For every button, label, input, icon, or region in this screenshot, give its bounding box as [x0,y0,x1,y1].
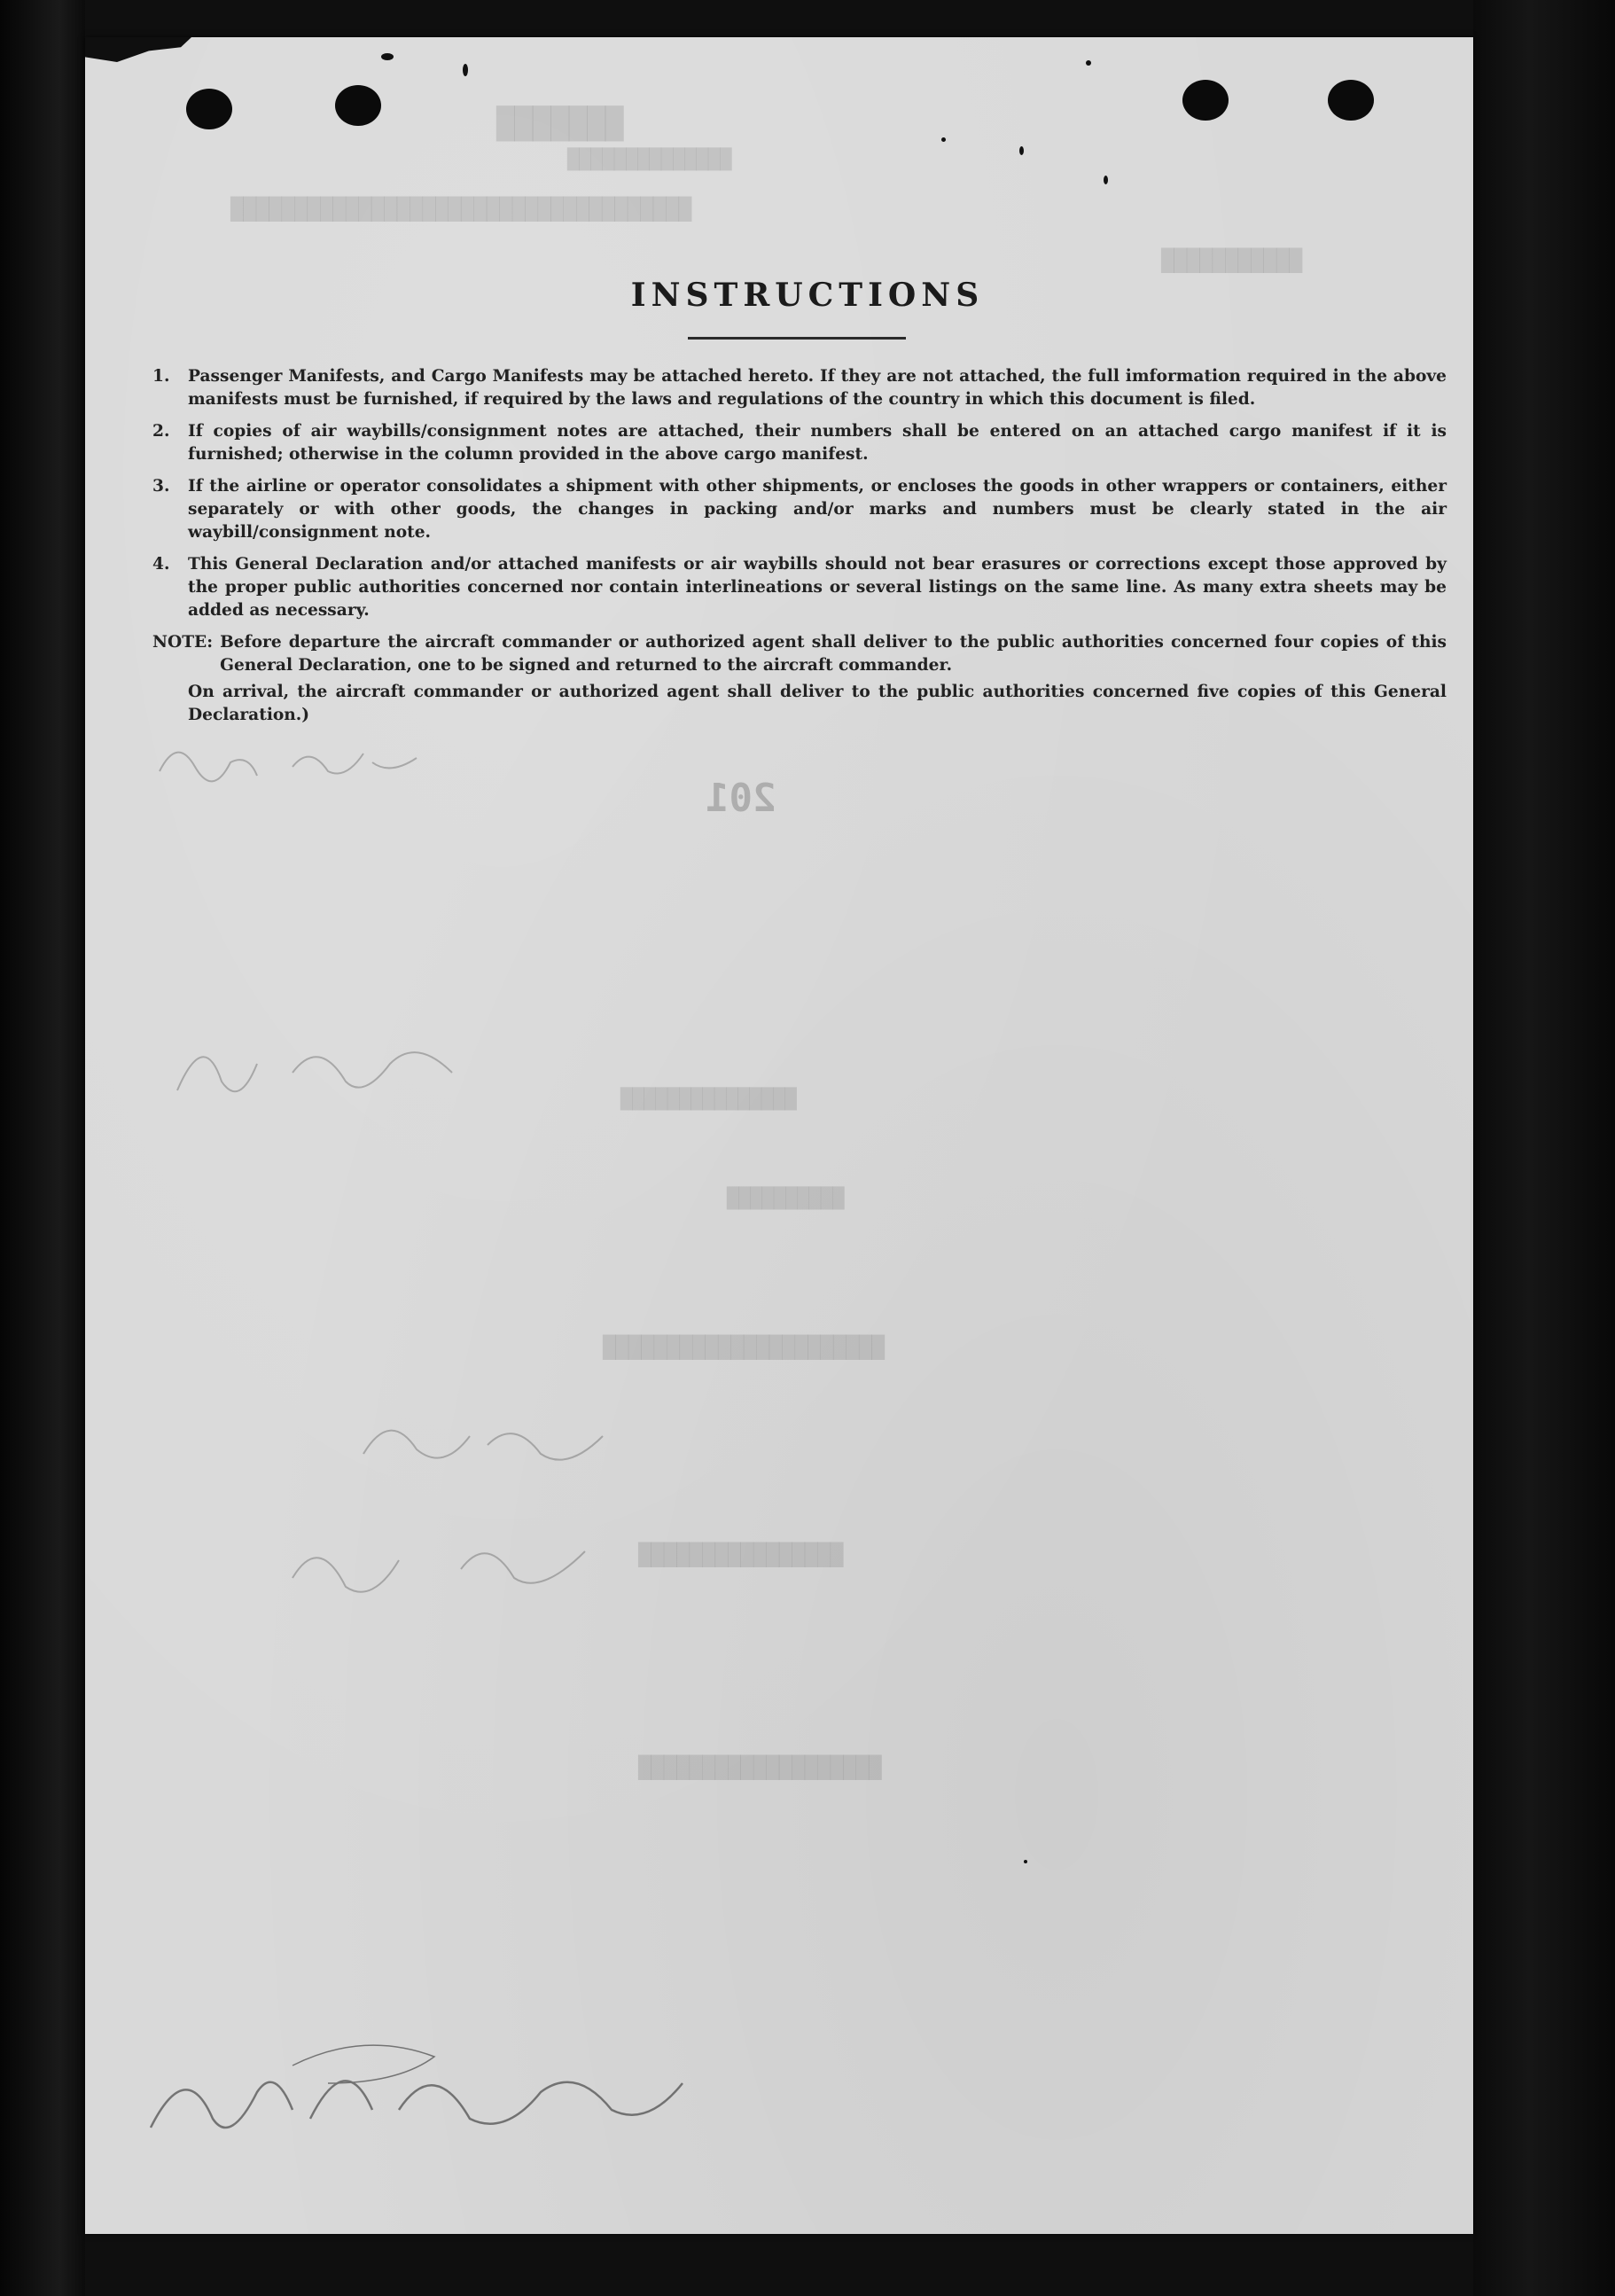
note-label: NOTE: [152,633,214,652]
speck [1104,176,1108,184]
handwriting-mark [284,1516,603,1613]
handwriting-mark [355,1401,620,1480]
item-text: This General Declaration and/or attached manifests or air waybills should not bear erasures or corrections except those approved by the proper public authorities concerned nor contain interlineations or several listings on the same line. As many extra sheets may be added as necessary. [188,555,1447,620]
bleed-through-text: ██████████████ [567,149,732,171]
bleed-through-text: ███████ [496,106,624,142]
item-text: Passenger Manifests, and Cargo Manifests may be attached hereto. If they are not attached, the full imformation required in the above manifests must be furnished, if required by the laws and regulations of the country in which this document is filed. [188,367,1447,409]
speck [1086,60,1091,66]
item-text: If the airline or operator consolidates a shipment with other shipments, or encloses the goods in other wrappers or containers, either separately or with other goods, the changes in packing and/or marks and numbers must be clearly stated in the air waybill/consignment note. [188,477,1447,542]
bleed-through-text: ███████████████████ [638,1755,882,1780]
instructions-heading: INSTRUCTIONS [630,277,985,314]
instructions-list [152,365,1447,727]
item-number: 4. [152,555,170,574]
bleed-through-number: 201 [706,776,776,821]
bleed-through-text: ████████████████████████████████████ [230,197,692,222]
punch-hole-2 [335,85,381,126]
instruction-item-3 [152,475,1447,544]
punch-hole-3 [1182,80,1229,121]
item-text: If copies of air waybills/consignment notes are attached, their numbers shall be entered on an attached cargo manifest if it is furnished; otherwise in the column provided in the above cargo manifest. [188,422,1447,464]
speck [463,64,468,76]
punch-hole-4 [1328,80,1374,121]
item-number: 3. [152,477,170,496]
speck [1024,1860,1027,1863]
instruction-item-1 [152,365,1447,411]
scan-border-left [0,0,85,2296]
note-text: Before departure the aircraft commander or authorized agent shall deliver to the public authorities concerned four copies of this General Declaration, one to be signed and returned to the aircraft commander. [220,633,1447,675]
instruction-item-2 [152,420,1447,466]
scan-border-right [1473,0,1615,2296]
speck [1019,146,1024,155]
punch-hole-1 [186,89,232,129]
speck [381,53,394,60]
handwriting-mark [168,1011,470,1117]
note-continuation: On arrival, the aircraft commander or authorized agent shall deliver to the public authorities concerned five copies of this General Declaration.) [188,683,1447,724]
speck [941,137,946,142]
item-number: 2. [152,422,170,441]
signature [133,2030,718,2154]
instruction-item-4 [152,553,1447,622]
handwriting-mark [151,727,434,798]
bleed-through-text: ████████████████ [638,1542,844,1567]
note-block [152,631,1447,727]
bleed-through-text: ███████████ [1161,248,1302,273]
item-number: 1. [152,367,170,386]
bleed-through-text: ██████████████████████ [603,1335,885,1360]
heading-underline [688,337,906,340]
bleed-through-text: ██████████ [727,1188,845,1210]
bleed-through-text: ███████████████ [620,1089,797,1111]
